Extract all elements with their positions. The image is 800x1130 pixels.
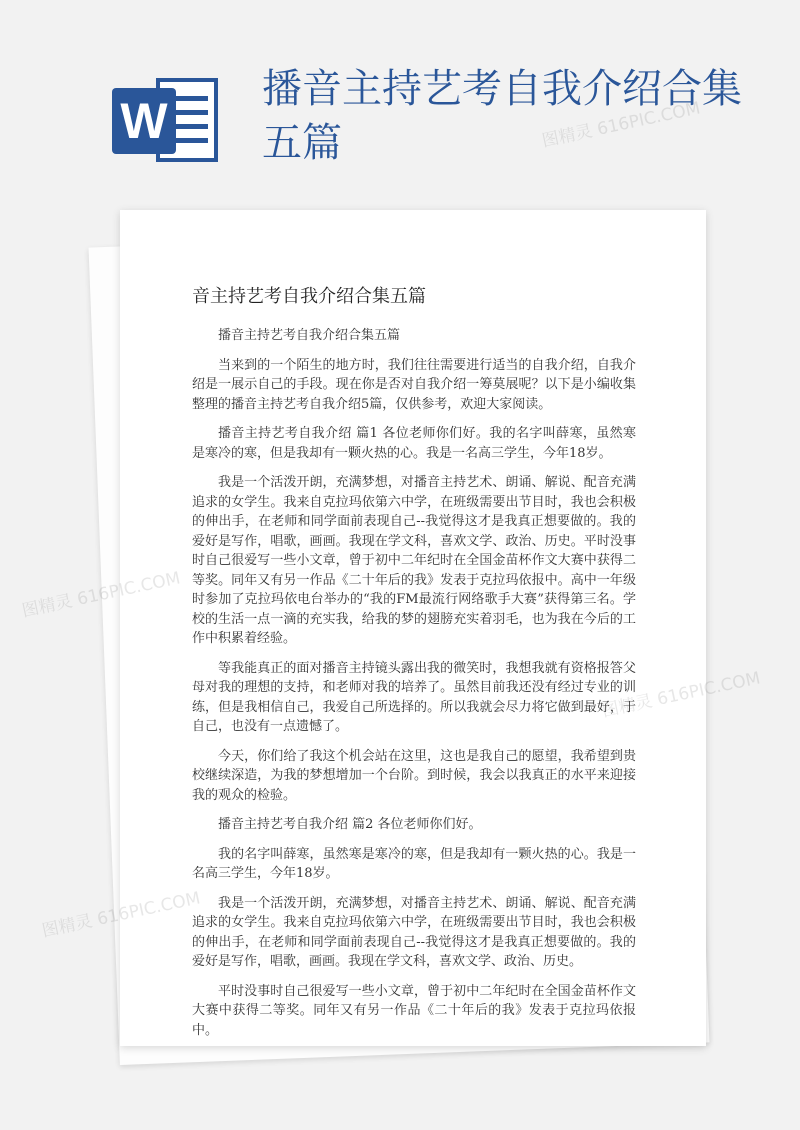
paragraph: 播音主持艺考自我介绍合集五篇 [218,328,401,343]
page-title: 播音主持艺考自我介绍合集五篇 [262,66,742,166]
document-page [120,210,706,1046]
word-letter-badge: W [112,88,176,154]
paragraph: 我的名字叫薛寒，虽然寒是寒冷的寒，但是我却有一颗火热的心。我是一名高三学生，今年18岁。 [192,846,636,881]
word-document-icon [112,78,218,162]
paragraph: 当来到的一个陌生的地方时，我们往往需要进行适当的自我介绍，自我介绍是一展示自己的手段。现在你是否对自我介绍一筹莫展呢？以下是小编收集整理的播音主持艺考自我介绍5篇，仅供参考，欢迎大家阅读。 [192,357,636,412]
document-heading: 音主持艺考自我介绍合集五篇 [192,286,426,307]
watermark: 图精灵 616PIC.COM [540,98,703,152]
header [0,0,800,190]
paragraph: 我是一个活泼开朗，充满梦想，对播音主持艺术、朗诵、解说、配音充满追求的女学生。我来自克拉玛依第六中学，在班级需要出节目时，我也会积极的伸出手，在老师和同学面前表现自己--我觉得这才是我真正想要做的。我的爱好是写作，唱歌，画画。我现在学文科，喜欢文学、政治、历史。 [192,895,636,969]
paragraph: 我是一个活泼开朗，充满梦想，对播音主持艺术、朗诵、解说、配音充满追求的女学生。我来自克拉玛依第六中学，在班级需要出节目时，我也会积极的伸出手，在老师和同学面前表现自己--我觉得这才是我真正想要做的。我的爱好是写作，唱歌，画画。我现在学文科，喜欢文学、政治、历史。平时没事时自己很爱写一些小文章，曾于初中二年纪时在全国金苗杯作文大赛中获得二等奖。同年又有另一作品《二十年后的我》发表于克拉玛依报中。高中一年级时参加了克拉玛依电台举办的“我的FM最流行网络歌手大赛”获得第三名。学校的生活一点一滴的充实我，给我的梦的翅膀充实着羽毛，也为我在今后的工作中积累着经验。 [192,475,636,646]
paragraph: 今天，你们给了我这个机会站在这里，这也是我自己的愿望，我希望到贵校继续深造，为我的梦想增加一个台阶。到时候，我会以我真正的水平来迎接我的观众的检验。 [192,748,636,803]
paragraph: 播音主持艺考自我介绍 篇1 各位老师你们好。我的名字叫薛寒，虽然寒是寒冷的寒，但是我却有一颗火热的心。我是一名高三学生，今年18岁。 [192,426,636,461]
watermark: 图精灵 [40,911,95,942]
paragraph: 播音主持艺考自我介绍 篇2 各位老师你们好。 [218,817,482,832]
watermark: 图精灵 [20,591,75,622]
document-body [192,326,636,1050]
watermark: 616PIC.COM [655,668,763,710]
paragraph: 平时没事时自己很爱写一些小文章，曾于初中二年纪时在全国金苗杯作文大赛中获得二等奖。同年又有另一作品《二十年后的我》发表于克拉玛依报中。 [192,983,636,1038]
paragraph: 等我能真正的面对播音主持镜头露出我的微笑时，我想我就有资格报答父母对我的理想的支持，和老师对我的培养了。虽然目前我还没有经过专业的训练，但是我相信自己，我爱自己所选择的。所以我就会尽力将它做到最好，于自己，也没有一点遗憾了。 [192,660,636,734]
